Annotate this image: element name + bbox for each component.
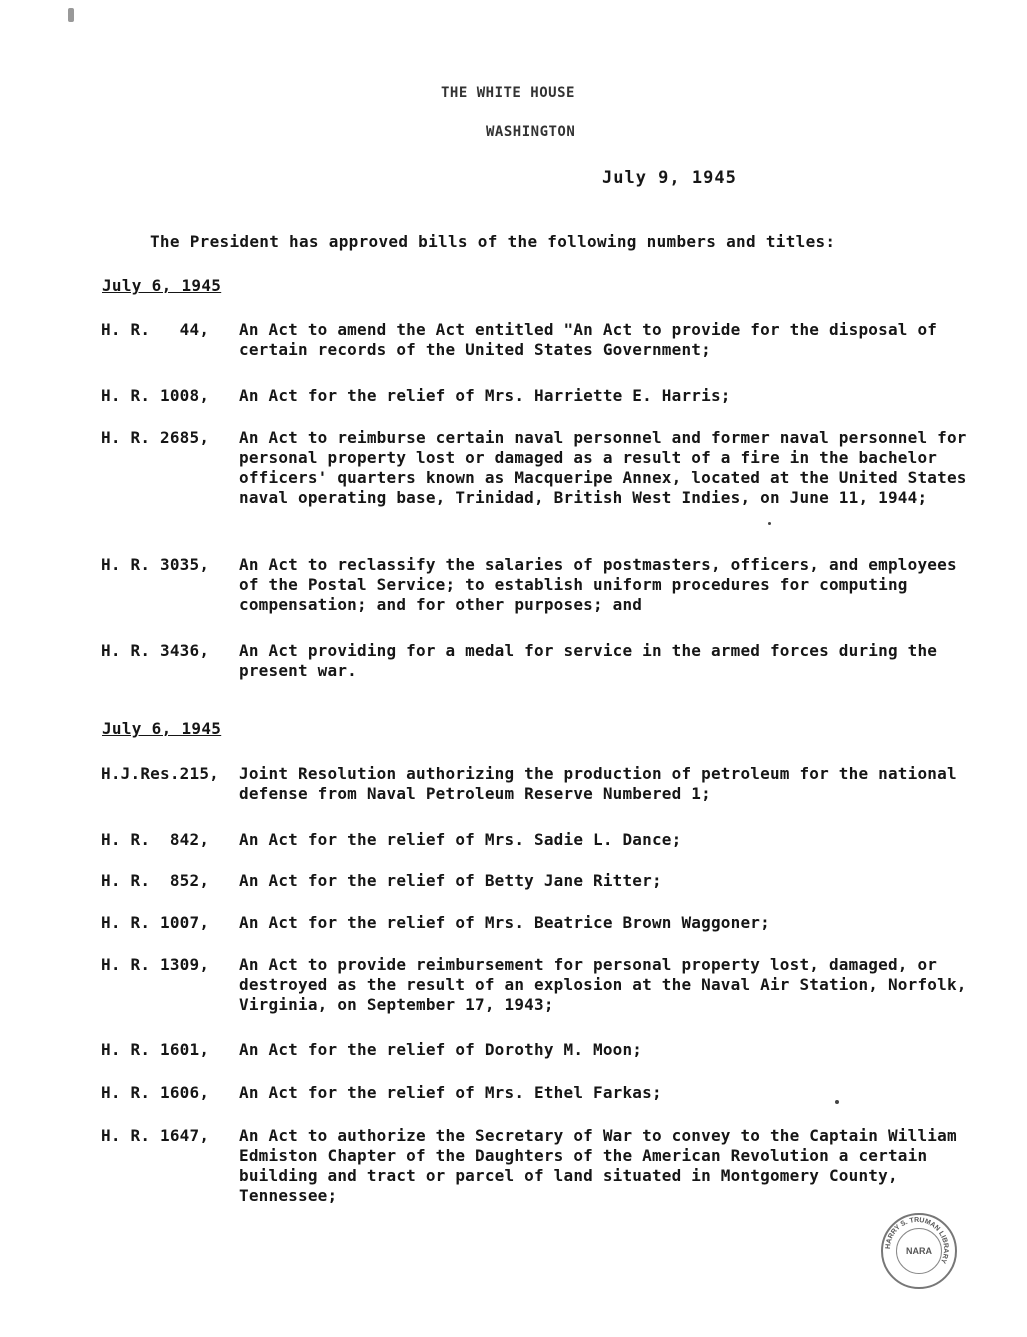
bill-title: Joint Resolution authorizing the production of petroleum for the national defense from Naval Petroleum Reserve Numbered 1;	[239, 764, 957, 803]
seal-ring-icon	[881, 1213, 953, 1285]
bill-title: An Act to reimburse certain naval personnel and former naval personnel for personal property lost or damaged as a result of a fire in the bachelor officers' quarters known as Macqueripe Annex, located at the United States naval operating base, Trinidad, British West Indies, on June 11, 1944;	[239, 428, 967, 507]
letterhead-title: THE WHITE HOUSE	[441, 85, 575, 101]
bill-title: An Act for the relief of Betty Jane Ritter;	[239, 871, 662, 890]
scan-speck	[768, 522, 771, 525]
document-date: July 9, 1945	[602, 168, 737, 188]
bill-number: H.J.Res.215,	[101, 764, 219, 783]
bill-number: H. R. 44,	[101, 320, 210, 339]
bill-title: An Act to reclassify the salaries of postmasters, officers, and employees of the Postal Service; to establish uniform procedures for computing compensation; and for other purposes; and	[239, 555, 957, 614]
library-seal-stamp	[881, 1213, 957, 1289]
bill-number: H. R. 1007,	[101, 913, 210, 932]
section-heading-1: July 6, 1945	[102, 276, 222, 295]
bill-title: An Act for the relief of Mrs. Sadie L. Dance;	[239, 830, 682, 849]
bill-title: An Act for the relief of Dorothy M. Moon;	[239, 1040, 643, 1059]
bill-number: H. R. 3436,	[101, 641, 210, 660]
bill-title: An Act to authorize the Secretary of War to convey to the Captain William Edmiston Chapter of the Daughters of the American Revolution a certain building and tract or parcel of land situated in Montgomery County, Tennessee;	[239, 1126, 957, 1205]
bill-number: H. R. 1309,	[101, 955, 210, 974]
bill-title: An Act for the relief of Mrs. Ethel Farkas;	[239, 1083, 662, 1102]
bill-title: An Act to amend the Act entitled "An Act to provide for the disposal of certain records of the United States Government;	[239, 320, 938, 359]
letterhead-city: WASHINGTON	[486, 124, 576, 140]
bill-number: H. R. 1647,	[101, 1126, 210, 1145]
scan-mark	[68, 8, 74, 22]
bill-number: H. R. 852,	[101, 871, 210, 890]
bill-title: An Act to provide reimbursement for personal property lost, damaged, or destroyed as the result of an explosion at the Naval Air Station, Norfolk, Virginia, on September 17, 1943;	[239, 955, 967, 1014]
svg-text:HARRY S. TRUMAN LIBRARY	[885, 1217, 949, 1265]
bill-number: H. R. 1601,	[101, 1040, 210, 1059]
seal-ring-text: HARRY S. TRUMAN LIBRARY	[884, 1216, 950, 1265]
bill-title: An Act for the relief of Mrs. Beatrice Brown Waggoner;	[239, 913, 770, 932]
section-heading-2: July 6, 1945	[102, 719, 222, 738]
seal-center-text: NARA	[906, 1246, 932, 1256]
bill-number: H. R. 1606,	[101, 1083, 210, 1102]
intro-text: The President has approved bills of the following numbers and titles:	[150, 232, 836, 251]
bill-number: H. R. 842,	[101, 830, 210, 849]
bill-number: H. R. 3035,	[101, 555, 210, 574]
bill-number: H. R. 2685,	[101, 428, 210, 447]
bill-title: An Act providing for a medal for service in the armed forces during the present war.	[239, 641, 938, 680]
scan-speck	[835, 1100, 839, 1104]
bill-number: H. R. 1008,	[101, 386, 210, 405]
bill-title: An Act for the relief of Mrs. Harriette E. Harris;	[239, 386, 731, 405]
